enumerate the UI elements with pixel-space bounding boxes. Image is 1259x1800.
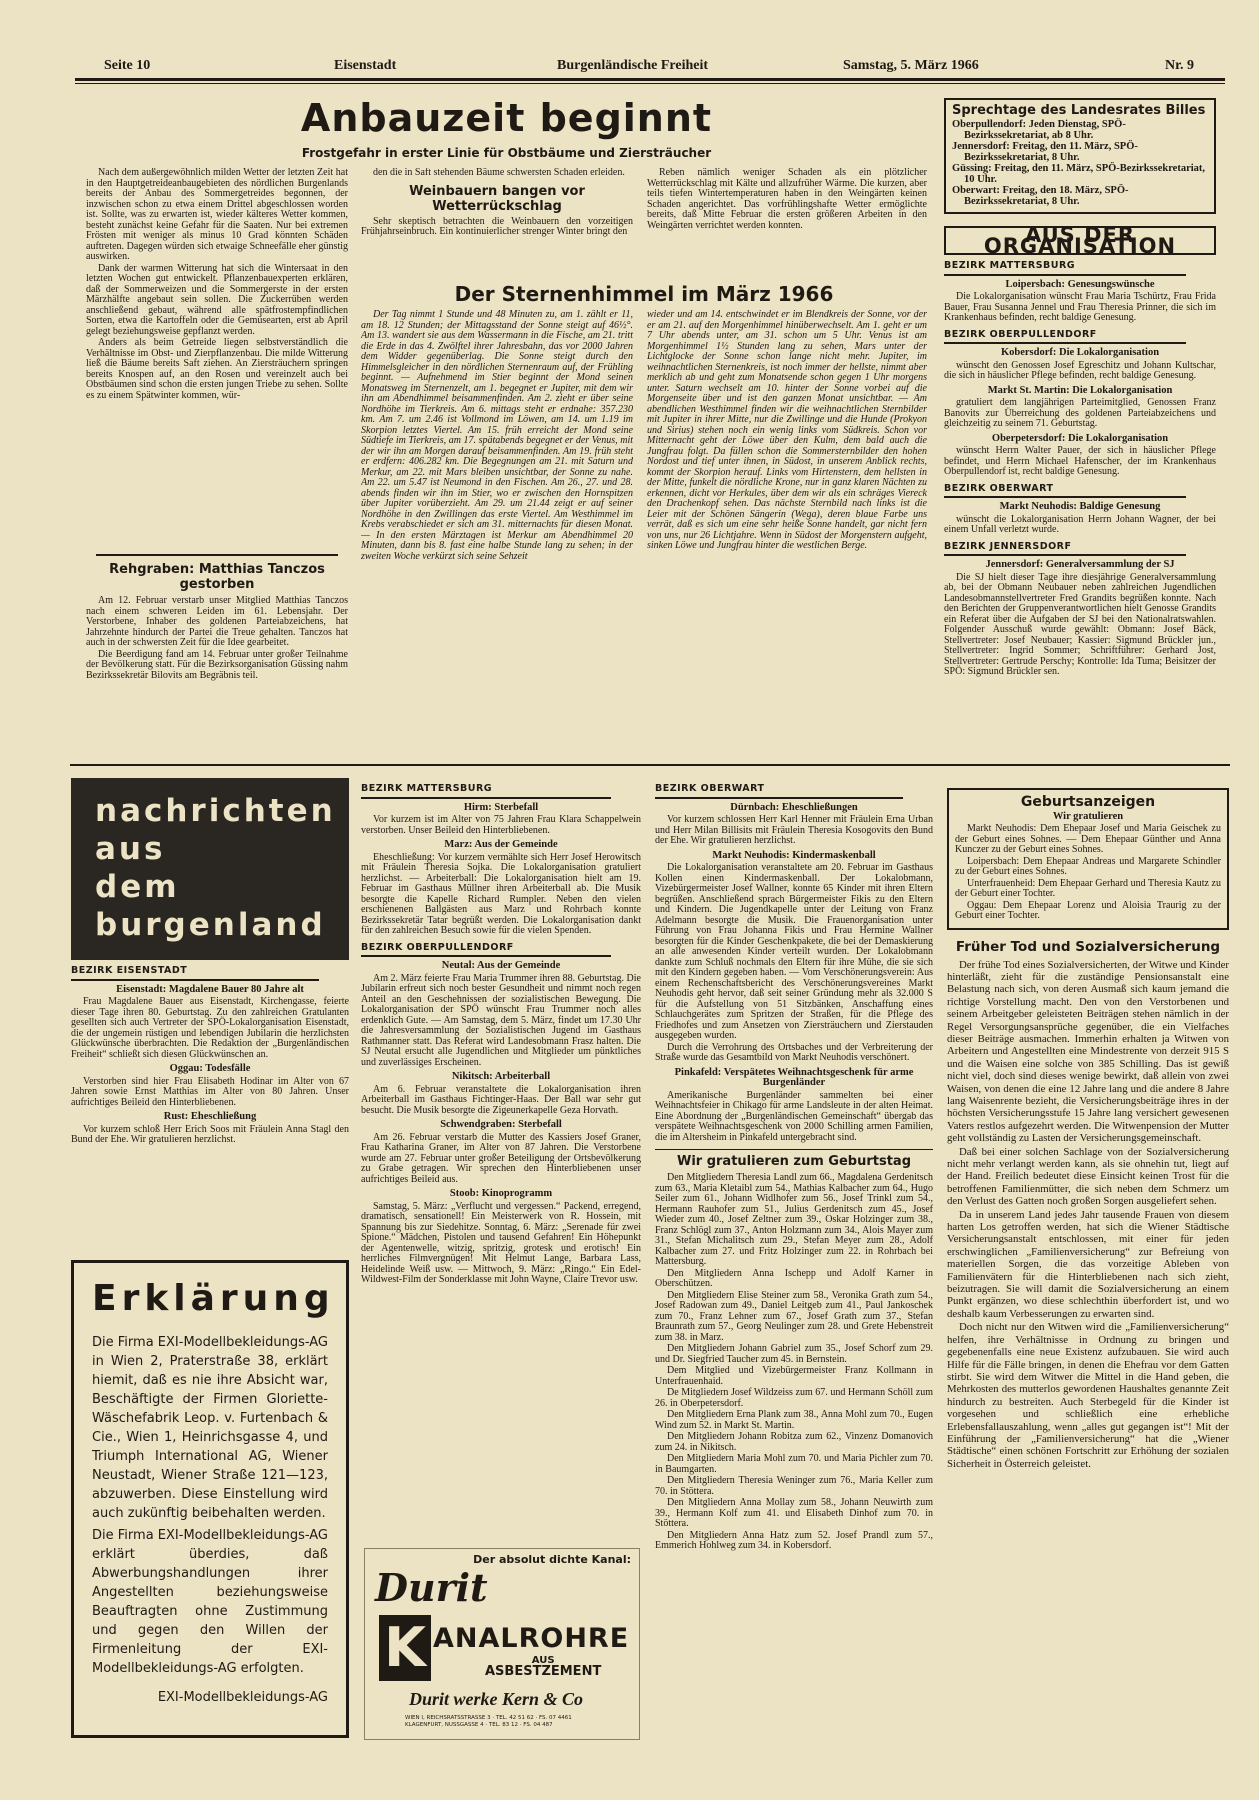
paragraph: Samstag, 5. März: „Verflucht und vergessen.“ Packend, erregend, dramatisch, sensationell! Ein Meisterwerk von R. Hossein, mit Spannung bis zur Siedehitze. Sonntag, 6. März: „Serenade für zwei Spione.“ Mädchen, Pistolen und tausend Gefahren! Ein Höhepunkt der Agentenwelle, witzig, spritzig, grotesk und erotisch! Ein herrliches Filmvergnügen! Mit Helmut Lange, Barbara Lass, Heidelinde Weiß usw. — Mittwoch, 9. März: „Ringo.“ Ein Edel-Wildwest-Film der Sonderklasse mit John Wayne, Claire Trevor usw. xyxy=(361,1200,641,1285)
item-headline: Stoob: Kinoprogramm xyxy=(449,1188,553,1199)
paragraph: Am 6. Februar veranstaltete die Lokalorganisation ihren Arbeiterball im Gasthaus Fichtinger-Haas. Der Ball war sehr gut besucht. Die Musik besorgte die Zigeunerkapelle Geza Horvath. xyxy=(361,1083,641,1116)
paragraph: Verstorben sind hier Frau Elisabeth Hodinar im Alter von 67 Jahren sowie Ernst Matthias im Alter von 80 Jahren. Unser aufrichtiges Beileid den Hinterbliebenen. xyxy=(71,1075,349,1108)
birth-announcements-box xyxy=(947,788,1229,930)
bottom-col2 xyxy=(361,778,641,1538)
ad-material-line: AUS xyxy=(531,1655,555,1666)
item-headline: Hirm: Sterbefall xyxy=(463,801,539,813)
lead-headline: Anbauzeit beginnt xyxy=(300,96,713,140)
paragraph: Den Mitgliedern Anna Mollay zum 58., Johann Neuwirth zum 39., Hermann Kolf zum 41. und Elisabeth Dinhof zum 70. in Stöttera. xyxy=(655,1497,933,1529)
durit-ad xyxy=(364,1548,640,1740)
district-label: BEZIRK JENNERSDORF xyxy=(944,542,1186,557)
paragraph: Am 2. März feierte Frau Maria Trummer ihren 88. Geburtstag. Die Jubilarin erfreut sich noch bester Gesundheit und nimmt noch regen Anteil an den Geschehnissen der sozialistischen Bewegung. Die Lokalorganisation der SPÖ wünscht Frau Trummer noch alles erdenklich Gute. — Am Samstag, dem 5. März, findet um 17.30 Uhr die Jahresversammlung der Sozialistischen Jugend im Gasthaus Rathmanner statt. Das Referat wird Landesobmann Frasz halten. Die SJ Neutal ersucht alle Jugendlichen und Mitglieder um pünktliches und zuverlässiges Erscheinen. xyxy=(361,972,641,1068)
paragraph: Die Lokalorganisation veranstaltete am 20. Februar im Gasthaus Kollen einen Kindermaskenball. Der Lokalobmann, Vizebürgermeister Josef Wallner, konnte 65 Kinder mit ihren Eltern begrüßen. Anschließend sprach Bürgermeister Fikis zu den Eltern und Kindern. Die Jugendkapelle unter der Leitung von Franz Adelmann besorgte die Musik. Die Frauenorganisation unter Führung von Frau Johanna Fikis und Frau Hermine Wallner besorgten für die Kinder Geschenkpakete, die bei der Demaskierung an alle anwesenden Kinder verteilt wurden. Der Lokalobmann dankte zum Schluß nochmals den Eltern für ihre Mühe, die sie sich mit den Kindern gegeben haben. — Vom Verschönerungsverein: Aus einem Rechenschaftsbericht des Verschönerungsvereines Markt Neuhodis geht hervor, daß seit seiner Gründung mehr als 32.000 S für die Aufstellung von 51 Sitzbänken, Anschaffung eines Schlauchgerätes zum Spritzen der Straßen, für die Pflege des Friedhofes und zum Ansetzen von Ziersträuchern und Zierstauden ausgegeben wurden. xyxy=(655,862,933,1041)
paragraph: Dank der warmen Witterung hat sich die Wintersaat in den letzten Wochen gut entwickelt. Pflanzenbauexperten erklären, daß der Sommerweizen und die Sommergerste in der ersten Märzhälfte angebaut sein sollen. Die Zuckerrüben werden anschließend gebaut, während alle spätfrostempfindlichen Sorten, etwa die Kartoffeln oder die Gemüsearten, erst ab April gelegt beziehungsweise gepflanzt werden. xyxy=(86,262,348,337)
sprechtage-item: Oberwart: Freitag, den 18. März, SPÖ-Bezirkssekretariat, 8 Uhr. xyxy=(952,185,1129,207)
page-number: Seite 10 xyxy=(104,58,151,73)
item-headline: Pinkafeld: Verspätetes Weihnachtsgeschenk für arme Burgenländer xyxy=(674,1066,914,1088)
paragraph: wünscht die Lokalorganisation Herrn Johann Wagner, der bei einem Unfall verletzt wurde. xyxy=(944,513,1216,535)
paragraph: Den Mitgliedern Elise Steiner zum 58., Veronika Grath zum 54., Josef Radowan zum 49., Daniel Leitgeb zum 41., Paul Jankoschek zum 70., Franz Lehner zum 67., Josef Grath zum 37., Stefan Braunrath zum 57., Georg Neulinger zum 28. und Grete Hebenstreit zum 38. in Marz. xyxy=(655,1289,933,1343)
district-label: BEZIRK EISENSTADT xyxy=(71,966,319,981)
paragraph: Daß bei einer solchen Sachlage von der Sozialversicherung nicht mehr verlangt werden kann, als sie ohnehin tut, liegt auf der Hand. Freilich bedeutet diese Einsicht keinen Trost für die betroffenen Familienmütter, die sich neben dem Schmerz um den Verlust des Gatten noch großen Sorgen ausgeliefert sehen. xyxy=(947,1145,1229,1208)
banner-line: dem xyxy=(95,869,180,905)
ad-address xyxy=(405,1715,572,1729)
paragraph: Der Tag nimmt 1 Stunde und 48 Minuten zu, am 1. zählt er 11, am 18. 12 Stunden; der Mittagsstand der Sonne steigt auf 46½°. Am 13. wandert sie aus dem Wassermann in die Fische, am 21. tritt die Erde in das 4. Zwölftel ihrer Jahresbahn, das vor 2000 Jahren dem Widder gegenüberlag. Die Sonne steigt durch den Himmelsgleicher in den nördlichen Sternenraum auf, der Frühling beginnt. — Aufnehmend im Stier beginnt der Mond seinen Monatsweg im Sternenzelt, am 1. begegnet er Jupiter, mit dem wir ihn am Abendhimmel beisammenfinden. Am 2. zieht er über seine Nordhöhe im Tierkreis. Am 6. mittags steht er erdnahe: 357.230 km. Am 7. um 2.46 ist Vollmond im Löwen, am 14. um 1.19 im Skorpion letztes Viertel. Am 15. früh erreicht der Mond seine Südtiefe im Tierkreis, am 17. spätabends begegnet er der Venus, mit der wir ihn am Morgen darauf beisammenfinden. Am 19. früh steht er erdfern: 406.282 km. Die Begegnungen am 21. mit Saturn und Merkur, am 22. mit Mars bleiben unsichtbar, der Sonne zu nahe. Am 22. um 5.47 ist Neumond in den Fischen. Am 26., 27. und 28. abends finden wir ihn im Stier, wo er zwischen den Hornspitzen über Jupiter vorüberzieht. Am 29. um 21.44 zeigt er auf seiner Nordhöhe in den Zwillingen das erste Viertel. Am Westhimmel im Krebs verabschiedet er sich am 31. mitternachts für diesen Monat. — In den ersten Märztagen ist Merkur am Abendhimmel 20 Minuten, dann bis 8. fast eine halbe Stunde lang zu sehen; in der zweiten Woche verkürzt sich seine Sehzeit xyxy=(361,310,633,562)
paragraph: Sehr skeptisch betrachten die Weinbauern den vorzeitigen Frühjahrseinbruch. Ein kontinuierlicher strenger Winter bringt den xyxy=(361,215,633,237)
organisation-banner: AUS DER ORGANISATION xyxy=(944,226,1216,255)
paragraph: Durch die Verrohrung des Ortsbaches und der Verbreiterung der Straße wurde das Gesamtbild von Markt Neuhodis verschönert. xyxy=(655,1041,933,1063)
district-label: BEZIRK OBERWART xyxy=(944,484,1186,499)
paragraph: wünscht Herrn Walter Pauer, der sich in häuslicher Pflege befindet, und Herrn Michael Hafenscher, der im Krankenhaus Oberpullendorf ist, recht baldige Genesung. xyxy=(944,445,1216,477)
sub-headline: Weinbauern bangen vor Wetterrückschlag xyxy=(409,183,585,214)
sprechtage-title: Sprechtage des Landesrates Billes xyxy=(952,103,1206,118)
stars-col1 xyxy=(361,310,633,758)
section-divider xyxy=(70,764,1230,766)
paragraph: Dem Mitglied und Vizebürgermeister Franz Kollmann in Unterfrauenhaid. xyxy=(655,1365,933,1387)
paragraph: Markt Neuhodis: Dem Ehepaar Josef und Maria Geischek zu der Geburt eines Sohnes. — Dem Ehepaar Günther und Anna Kunczer zu der Geburt eines Sohnes. xyxy=(955,823,1221,855)
item-headline: Eisenstadt: Magdalene Bauer 80 Jahre alt xyxy=(116,983,304,995)
item-headline: Oggau: Todesfälle xyxy=(169,1063,251,1074)
paragraph: Der frühe Tod eines Sozialversicherten, der Witwe und Kinder hinterläßt, zieht für die zuständige Pensionsanstalt eine Belastung nach sich, von deren Ausmaß sich kaum jemand die richtige Vorstellung macht. Den von den Verstorbenen und seinem Arbeitgeber geleisteten Beiträgen stehen nämlich in der Regel Versorgungsansprüche gegenüber, die ein Vielfaches dieser Beiträge ausmachen. Immerhin erhalten ja Witwen von Arbeitern und Angestellten eine Mindestrente von derzeit 915 S und die Waisen eine solche von 385 Schilling. Das ist gewiß nicht viel, doch sind dieses wenige bewirkt, daß allein von zwei Waisen, von denen die eine 12 Jahre lang und die andere 8 Jahre lang Waisenrente bezieht, die Versicherungsbeiträge ihres in der höchsten Versicherungsstufe 15 Jahre lang versichert gewesenen Vaters restlos aufgezehrt werden. Die Witwenpension der Mutter geht vollständig zu Lasten der Versicherungsgemeinschaft. xyxy=(947,958,1229,1145)
item-headline: Markt St. Martin: Die Lokalorganisation xyxy=(987,384,1173,396)
paper-name: Burgenländische Freiheit xyxy=(557,58,709,73)
issue-date: Samstag, 5. März 1966 xyxy=(843,58,979,73)
paragraph: gratuliert dem langjährigen Parteimitglied, Genossen Franz Banovits zur Überreichung des goldenen Parteiabzeichens und gleichzeitig zu seinem 71. Geburtstag. xyxy=(944,397,1216,429)
lead-article-col3 xyxy=(647,168,927,278)
district-label: BEZIRK OBERPULLENDORF xyxy=(361,943,611,958)
district-label: BEZIRK MATTERSBURG xyxy=(361,784,611,799)
sprechtage-item: Güssing: Freitag, den 11. März, SPÖ-Bezirkssekretariat, 10 Uhr. xyxy=(952,163,1206,185)
paragraph: Nach dem außergewöhnlich milden Wetter der letzten Zeit hat in den Hauptgetreideanbaugebieten des nördlichen Burgenlands bereits der Anbau des Sommergetreides begonnen, der inzwischen schon zu etwa einem Drittel abgeschlossen worden ist. Sollte, was zu erwarten ist, wieder kälteres Wetter kommen, besteht zunächst keine Gefahr für die Saaten. Nur bei extremen Frösten mit weniger als minus 10 Grad könnten Schäden auftreten. Dagegen würden sich etwaige Schneefälle eher günstig auswirken. xyxy=(86,168,348,262)
ad-maker: Durit werke Kern & Co xyxy=(409,1689,584,1709)
birth-subtitle: Wir gratulieren xyxy=(1052,810,1124,822)
paragraph: wünscht den Genossen Josef Egreschitz und Johann Kultschar, die sich in häuslicher Pflege befinden, recht baldige Genesung. xyxy=(944,359,1216,381)
bottom-col3 xyxy=(655,778,933,1740)
item-headline: Markt Neuhodis: Baldige Genesung xyxy=(999,501,1161,512)
paragraph: Anders als beim Getreide liegen selbstverständlich die Verhältnisse im Obst- und Zierpflanzenbau. Die milde Witterung ließ die Bäume bereits Saft ziehen. An Ziersträuchern springen bereits Knospen auf, an den Rosen und vereinzelt auch bei Obstbäumen sind schon die ersten jungen Triebe zu sehen. Sollte es zu einem Spätwinter kommen, wür- xyxy=(86,337,348,401)
district-label: BEZIRK OBERPULLENDORF xyxy=(944,330,1186,345)
paragraph: Eheschließung: Vor kurzem vermählte sich Herr Josef Herowitsch mit Fräulein Theresia Sojka. Die Lokalorganisation gratuliert herzlichst. — Arbeiterball: Die Lokalorganisation hielt am 19. Februar im Gasthaus Müllner ihren Arbeiterball ab. Die Musik besorgte die Kapelle Richard Rumpler. Neben den vielen erschienenen Ballgästen aus Marz und Rohrbach konnte Bezirkssekretär Tatar begrüßt werden. Die Lokalorganisation dankt für den zahlreichen Besuch sowie für die vielen Spenden. xyxy=(361,851,641,936)
paragraph: Frau Magdalene Bauer aus Eisenstadt, Kirchengasse, feierte dieser Tage ihren 80. Geburtstag. Zu den zahlreichen Gratulanten gesellten sich auch Vertreter der SPÖ-Lokalorganisation Eisenstadt, die der ungemein rüstigen und lebendigen Jubilarin die herzlichsten Glückwünsche überbrachten. Die Redaktion der „Burgenländischen Freiheit“ schließt sich diesen Glückwünschen an. xyxy=(71,996,349,1060)
sprechtage-item: Oberpullendorf: Jeden Dienstag, SPÖ-Bezirkssekretariat, ab 8 Uhr. xyxy=(952,119,1126,141)
ad-material xyxy=(485,1655,601,1677)
banner-line: burgenland xyxy=(95,907,326,943)
paragraph: Vor kurzem schlossen Herr Karl Henner mit Fräulein Erna Urban und Herr Milan Billisits mit Fräulein Theresia Kosogovits den Bund der Ehe. Wir gratulieren herzlichst. xyxy=(655,814,933,846)
sozial-headline: Früher Tod und Sozialversicherung xyxy=(955,938,1221,955)
ad-tagline: Der absolut dichte Kanal: xyxy=(473,1553,631,1566)
ad-product: ANALROHRE xyxy=(433,1623,630,1654)
sprechtage-box xyxy=(944,98,1216,214)
obituary-headline: Rehgraben: Matthias Tanczos gestorben xyxy=(109,562,325,592)
city: Eisenstadt xyxy=(334,58,397,73)
paragraph: den die in Saft stehenden Bäume schwersten Schaden erleiden. xyxy=(373,168,625,178)
paragraph: Den Mitgliedern Johann Robitza zum 62., Vinzenz Domanovich zum 24. in Nikitsch. xyxy=(655,1431,933,1453)
sprechtage-item: Jennersdorf: Freitag, den 11. März, SPÖ-Bezirkssekretariat, 8 Uhr. xyxy=(952,141,1138,163)
issue-number: Nr. 9 xyxy=(1165,58,1195,73)
item-headline: Oberpetersdorf: Die Lokalorganisation xyxy=(991,432,1169,444)
paragraph: Vor kurzem ist im Alter von 75 Jahren Frau Klara Schappelwein verstorben. Unser Beileid den Hinterbliebenen. xyxy=(361,814,641,836)
bottom-col4 xyxy=(947,788,1229,1740)
item-headline: Schwendgraben: Sterbefall xyxy=(440,1119,562,1130)
paragraph: Die SJ hielt dieser Tage ihre diesjährige Generalversammlung ab, bei der Obmann Neubauer neben zahlreichen Jugendlichen Landesobmannstellvertreter Fred Grandits begrüßen konnte. Nach den Berichten der Gruppenverantwortlichen hielt Genosse Grandits ein Referat über die Aufgaben der SJ bei den Nationalratswahlen. Folgender Ausschuß wurde gewählt: Obmann: Josef Bäck, Stellvertreter: Josef Neubauer; Kassier: Sigmund Brückler jun., Stellvertreter: Ingrid Sommer; Schriftführer: Gerhard Jost, Stellvertreter: Gertrude Perschy; Kontrolle: Ida Tuma; Beisitzer der SPÖ: Sigmund Brückler sen. xyxy=(944,571,1216,677)
ad-signature: EXI-Modellbekleidungs-AG xyxy=(157,1690,328,1705)
item-headline: Neutal: Aus der Gemeinde xyxy=(441,960,561,971)
paragraph: Die Beerdigung fand am 14. Februar unter großer Teilnahme der Bevölkerung statt. Für die Bezirksorganisation Güssing nahm Bezirkssekretär Bilovits am Begräbnis teil. xyxy=(86,648,348,681)
durit-logo: Durit xyxy=(375,1565,488,1610)
birth-title: Geburtsanzeigen xyxy=(1020,794,1156,810)
paragraph: Die Firma EXI-Modellbekleidungs-AG erklärt überdies, daß Abwerbungshandlungen ihrer Angestellten beziehungsweise Beauftragten ohne Zustimmung und gegen den Willen der Firmenleitung der EXI-Modellbekleidungs-AG erfolgten. xyxy=(92,1528,328,1676)
paragraph: Oggau: Dem Ehepaar Lorenz und Aloisia Traurig zu der Geburt einer Tochter. xyxy=(955,899,1221,921)
banner-line: nachrichten xyxy=(95,793,336,829)
paragraph: Den Mitgliedern Erna Plank zum 38., Anna Mohl zum 70., Eugen Wind zum 52. in Markt St. Martin. xyxy=(655,1409,933,1431)
lead-article-col1 xyxy=(86,168,348,558)
divider xyxy=(96,554,338,556)
paragraph: Da in unserem Land jedes Jahr tausende Frauen von diesem harten Los getroffen werden, hat sich die Wiener Städtische Versicherungsanstalt entschlossen, mit einer für jeden erschwinglichen „Familienversicherung“ zur Befreiung von materiellen Sorgen, die das vorzeitige Ableben von Familienvätern für die Hinterbliebenen nach sich zieht, beizutragen. Sie will damit die Sozialversicherung an einem Punkt ergänzen, wo diese schlechthin überfordert ist, und wo deshalb kaum Verbesserungen zu erwarten sind. xyxy=(947,1208,1229,1320)
paragraph: Den Mitgliedern Theresia Landl zum 66., Magdalena Gerdenitsch zum 63., Maria Kletaibl zum 54., Mathias Kalbacher zum 64., Hugo Seiler zum 61., Johann Widlhofer zum 56., Josef Trinkl zum 54., Hermann Rauhofer zum 51., Julius Gerdenitsch zum 45., Josef Wieder zum 40., Josef Zeltner zum 39., Oskar Holzinger zum 38., Franz Schlögl zum 37., Anton Holzmann zum 34., Alois Mayer zum 31., Stefan Michalitsch zum 29., Stefan Meyer zum 28., Adolf Kalbacher zum 27. und Fritz Holzinger zum 22. in Rohrbach bei Mattersburg. xyxy=(655,1172,933,1267)
paragraph: De Mitgliedern Josef Wildzeiss zum 67. und Hermann Schöll zum 26. in Oberpetersdorf. xyxy=(655,1387,933,1409)
paragraph: Den Mitgliedern Johann Gabriel zum 35., Josef Schorf zum 29. und Dr. Siegfried Taucher zum 45. in Bernstein. xyxy=(655,1343,933,1365)
paragraph: Den Mitgliedern Maria Mohl zum 70. und Maria Pichler zum 70. in Baumgarten. xyxy=(655,1453,933,1475)
obituary-article xyxy=(86,552,348,757)
erklaerung-ad xyxy=(71,1260,349,1738)
item-headline: Loipersbach: Genesungswünsche xyxy=(1005,278,1155,290)
paragraph: Am 26. Februar verstarb die Mutter des Kassiers Josef Graner, Frau Katharina Graner, im Alter von 87 Jahren. Die Verstorbene wurde am 27. Februar unter großer Beteiligung der Ortsbevölkerung zu Grabe getragen. Wir sprechen den Hinterbliebenen unser aufrichtiges Beileid aus. xyxy=(361,1131,641,1185)
item-headline: Kobersdorf: Die Lokalorganisation xyxy=(1000,347,1160,358)
lead-subheadline: Frostgefahr in erster Linie für Obstbäume und Ziersträucher xyxy=(301,146,712,160)
ad-material-line: ASBESTZEMENT xyxy=(485,1664,602,1679)
lead-article-col2 xyxy=(361,168,633,283)
paragraph: Die Firma EXI-Modellbekleidungs-AG in Wien 2, Praterstraße 38, erklärt hiemit, daß es nie ihre Absicht war, Beschäftigte der Firmen Gloriette-Wäschefabrik Leop. v. Furtenbach & Cie., Wien 1, Heinrichsgasse 4, und Triumph International AG, Wiener Neustadt, Wiener Straße 121—123, abzuwerben. Diese Einstellung wird auch zukünftig beibehalten werden. xyxy=(92,1335,328,1521)
ad-title: Erklärung xyxy=(92,1278,335,1319)
header-rule-thin xyxy=(75,83,1225,84)
paragraph: Reben nämlich weniger Schaden als ein plötzlicher Wetterrückschlag mit Kälte und allzufrüher Wärme. Die kurzen, aber teils tiefen Wintertemperaturen haben in den Weingärten keinen Schaden angerichtet. Das vorfrühlingshafte Wetter ermöglichte bereits, daß Mitte Februar die ersten größeren Arbeiten in den Weingärten verrichtet werden konnten. xyxy=(647,168,927,231)
item-headline: Dürnbach: Eheschließungen xyxy=(730,801,858,813)
item-headline: Markt Neuhodis: Kindermaskenball xyxy=(712,849,876,861)
paragraph: Den Mitgliedern Theresia Weninger zum 76., Maria Keller zum 70. in Stöttera. xyxy=(655,1475,933,1497)
paragraph: wieder und am 14. entschwindet er im Blendkreis der Sonne, vor der er am 21. auf den Morgenhimmel hinüberwechselt. Am 1. geht er um 7 Uhr abends unter, am 31. schon um 5 Uhr. Venus ist am Morgenhimmel 1½ Stunden lang zu sehen, Mars unter der Lichtglocke der Sonne schon lange nicht mehr. Jupiter, im weihnachtlichen Sternenkreis, ist noch immer der hellste, nimmt aber merklich ab und geht zum Monatsende schon gegen 1 Uhr morgens unter. Saturn wechselt am 10. hinter der Sonne vorbei auf die Morgenseite über und ist den ganzen Monat unsichtbar. — Am abendlichen Westhimmel finden wir die weihnachtlichen Sternbilder mit Jupiter in ihrer Mitte, nur die Zwillinge und die Hunde (Prokyon und Sirius) stehen noch ein wenig links vom Südkreis. Schon vor Mitternacht geht der Löwe über den Kulm, dem bald auch die Jungfrau folgt. Da füllen schon die Sommersternbilder den hohen Nordost und tief unter ihnen, in Südost, in unserem Anblick rechts, kommt der Skorpion herauf. Links vom Hirtenstern, dem hellsten in der Mitte, funkelt die nördliche Krone, nur in ganz klaren Nächten zu erkennen, dicht vor Herkules, über dem wir als ein schräges Viereck den Drachenkopf sehen. Das nächste Sternbild nach links ist die Leier mit der Schönen Sängerin (Wega), deren blaue Farbe uns verrät, daß es sich um eine sehr heiße Sonne handelt, gar nicht fern von uns, nur 26 Lichtjahre. Wenn in Südost der Morgenstern aufgeht, sinken Löwe und Jungfrau hinter die westlichen Berge. xyxy=(647,310,927,551)
paragraph: Am 12. Februar verstarb unser Mitglied Matthias Tanczos nach einem schweren Leiden im 61. Lebensjahr. Der Verstorbene, Inhaber des goldenen Parteiabzeichens, hat Jahrzehnte hindurch der Partei die Treue gehalten. Tanczos hat auch in der schwersten Zeit für die Idee gearbeitet. xyxy=(86,595,348,648)
paragraph: Den Mitgliedern Anna Hatz zum 52. Josef Prandl zum 57., Emmerich Hohlweg zum 34. in Kobersdorf. xyxy=(655,1529,933,1551)
paragraph: Loipersbach: Dem Ehepaar Andreas und Margarete Schindler zu der Geburt eines Sohnes. xyxy=(955,855,1221,877)
item-headline: Jennersdorf: Generalversammlung der SJ xyxy=(985,559,1175,570)
bottom-col1 xyxy=(71,778,349,1740)
paragraph: Den Mitgliedern Anna Ischepp und Adolf Karner in Oberschützen. xyxy=(655,1267,933,1289)
stars-col2 xyxy=(647,310,927,758)
sidebar xyxy=(944,98,1216,760)
nachrichten-banner xyxy=(71,778,349,960)
birthday-headline: Wir gratulieren zum Geburtstag xyxy=(655,1149,933,1169)
header-rule xyxy=(75,78,1225,81)
item-headline: Nikitsch: Arbeiterball xyxy=(451,1071,551,1082)
item-headline: Rust: Eheschließung xyxy=(163,1111,257,1122)
paragraph: Die Lokalorganisation wünscht Frau Maria Tschürtz, Frau Frida Bauer, Frau Susanna Jennel und Frau Theresia Prinner, die sich im Krankenhaus befinden, recht baldige Genesung. xyxy=(944,291,1216,323)
k-logo: K xyxy=(379,1615,431,1681)
paragraph: Unterfrauenheid: Dem Ehepaar Gerhard und Theresia Kautz zu der Geburt einer Tochter. xyxy=(955,877,1221,899)
stars-headline: Der Sternenhimmel im März 1966 xyxy=(454,282,834,306)
paragraph: Amerikanische Burgenländer sammelten bei einer Weihnachtsfeier in Chikago für arme Landsleute in der alten Heimat. Eine Abordnung der „Burgenländischen Gemeinschaft“ übergab das verspätete Weihnachtsgeschenk von 2000 Schilling armen Familien, die im Altersheim in Pinkafeld untergebracht sind. xyxy=(655,1089,933,1143)
ad-address-line: KLAGENFURT, NUSSGASSE 4 · TEL. 83 12 · FS. 04 487 xyxy=(405,1722,553,1728)
district-label: BEZIRK OBERWART xyxy=(655,784,903,799)
item-headline: Marz: Aus der Gemeinde xyxy=(444,839,558,850)
paragraph: Doch nicht nur den Witwen wird die „Familienversicherung“ helfen, ihre Verhältnisse in Ordnung zu bringen und gegebenenfalls eine neue Existenz aufzubauen. Sie wird auch Hilfe für die Fälle bringen, in denen die Ehefrau vor dem Gatten stirbt. Sie wird dem Witwer die Mittel in die Hand geben, die Mehrkosten des mutterlos gewordenen Haushaltes genannte Zeit hindurch zu bestreiten. Auch Sterbegeld für die Kinder ist vorgesehen und schließlich eine erhebliche Erlebensfallauszahlung, wenn „alles gut gegangen ist“! Mit der Einführung der „Familienversicherung“ hat die „Wiener Städtische“ einen schönen Fortschritt zur Erhöhung der sozialen Sicherheit in Österreich geleistet. xyxy=(947,1321,1229,1470)
ad-address-line: WIEN I, REICHSRATSSTRASSE 3 · TEL. 42 51 62 · FS. 07 4461 xyxy=(405,1715,572,1721)
district-label: BEZIRK MATTERSBURG xyxy=(944,261,1186,276)
banner-line: aus xyxy=(95,831,166,867)
paragraph: Vor kurzem schloß Herr Erich Soos mit Fräulein Anna Stagl den Bund der Ehe. Wir gratulieren herzlichst. xyxy=(71,1123,349,1145)
